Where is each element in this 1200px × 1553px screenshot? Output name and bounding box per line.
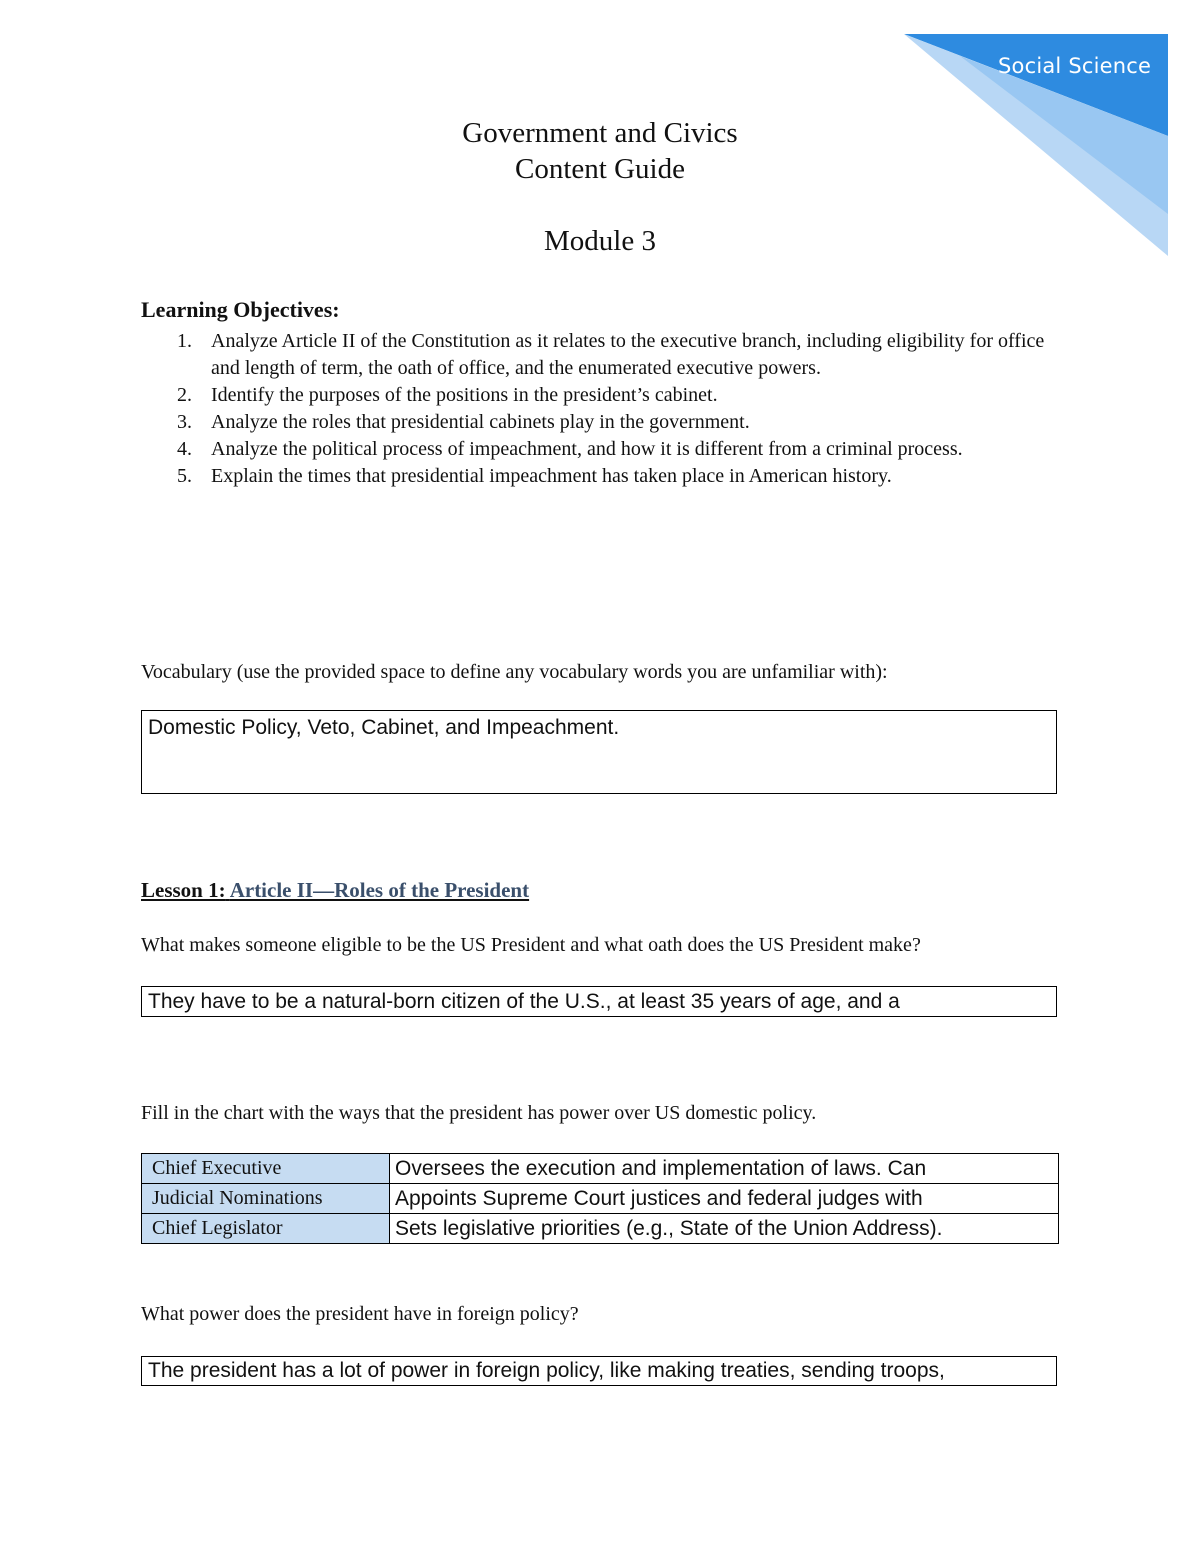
power-description-field[interactable]: Sets legislative priorities (e.g., State of the Union Address). xyxy=(390,1214,1059,1244)
power-role-cell: Chief Legislator xyxy=(142,1214,390,1244)
table-row xyxy=(142,1184,1059,1214)
objective-number: 1. xyxy=(177,330,192,352)
objectives-list xyxy=(141,328,1061,490)
objective-number: 4. xyxy=(177,438,192,460)
objective-text: Explain the times that presidential impeachment has taken place in American history. xyxy=(211,465,892,487)
table-row xyxy=(142,1214,1059,1244)
lesson-heading xyxy=(141,878,529,903)
lesson-title: Article II—Roles of the President xyxy=(229,878,530,902)
objective-number: 2. xyxy=(177,384,192,406)
power-role-cell: Chief Executive xyxy=(142,1154,390,1184)
brand-tag: Social Science xyxy=(998,54,1152,78)
power-description-field[interactable]: Appoints Supreme Court justices and federal judges with xyxy=(390,1184,1059,1214)
power-role-cell: Judicial Nominations xyxy=(142,1184,390,1214)
vocabulary-prompt: Vocabulary (use the provided space to define any vocabulary words you are unfamiliar with): xyxy=(141,661,888,683)
lesson-label: Lesson 1: xyxy=(141,878,226,902)
eligibility-question: What makes someone eligible to be the US President and what oath does the US President make? xyxy=(141,934,921,956)
objective-text: Analyze the roles that presidential cabinets play in the government. xyxy=(211,411,750,433)
document-subtitle: Content Guide xyxy=(515,153,685,185)
objective-text: Analyze the political process of impeachment, and how it is different from a criminal process. xyxy=(211,438,963,460)
objective-text: Analyze Article II of the Constitution as it relates to the executive branch, including eligibility for office and length of term, the oath of office, and the enumerated executive powers. xyxy=(211,330,1045,379)
table-row xyxy=(142,1154,1059,1184)
document-title: Government and Civics xyxy=(462,117,738,149)
foreign-policy-question: What power does the president have in foreign policy? xyxy=(141,1303,579,1325)
power-description-field[interactable]: Oversees the execution and implementation of laws. Can xyxy=(390,1154,1059,1184)
eligibility-answer-field[interactable]: They have to be a natural-born citizen of the U.S., at least 35 years of age, and a xyxy=(141,986,1057,1017)
objective-number: 3. xyxy=(177,411,192,433)
foreign-policy-answer-field[interactable]: The president has a lot of power in foreign policy, like making treaties, sending troops, xyxy=(141,1356,1057,1386)
objectives-heading: Learning Objectives: xyxy=(141,297,340,322)
vocabulary-answer-field[interactable]: Domestic Policy, Veto, Cabinet, and Impeachment. xyxy=(141,710,1057,794)
objective-item xyxy=(141,409,1061,436)
domestic-power-chart-prompt: Fill in the chart with the ways that the president has power over US domestic policy. xyxy=(141,1102,817,1124)
objective-number: 5. xyxy=(177,465,192,487)
objective-item xyxy=(141,436,1061,463)
domestic-power-table xyxy=(141,1153,1059,1244)
objective-item xyxy=(141,382,1061,409)
objective-item xyxy=(141,328,1061,382)
objective-text: Identify the purposes of the positions in the president’s cabinet. xyxy=(211,384,718,406)
objective-item xyxy=(141,463,1061,490)
module-heading: Module 3 xyxy=(544,225,656,257)
